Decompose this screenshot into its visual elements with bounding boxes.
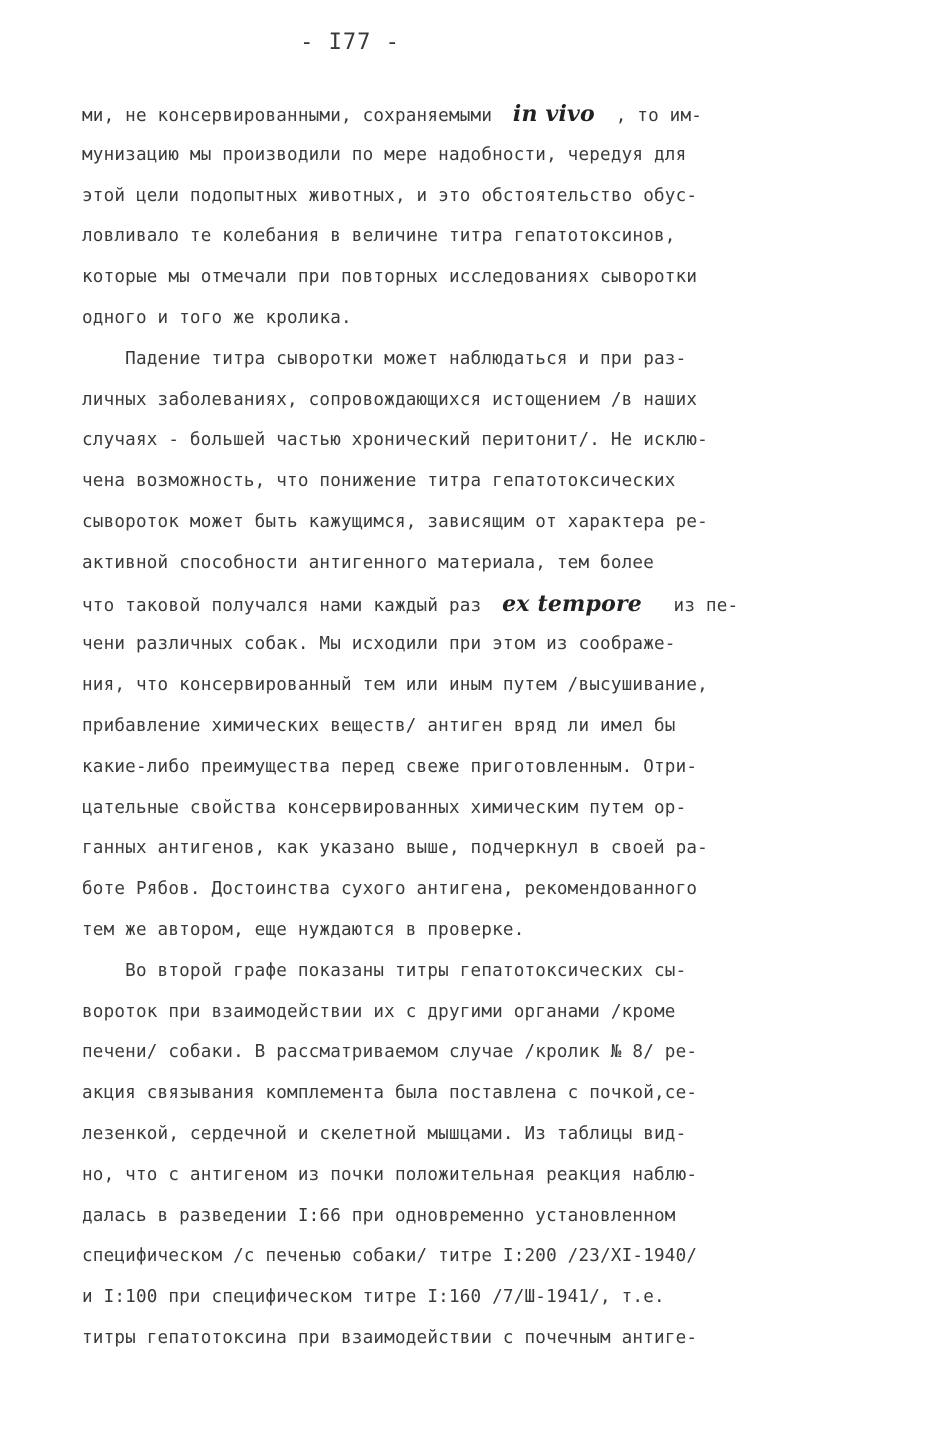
line-text: что таковой получался нами каждый раз [82,595,493,616]
text-line [82,135,882,176]
line-text: и I:100 при специфическом титре I:160 /7/Ш-1941/, т.е. [82,1287,665,1308]
line-text: тем же автором, еще нуждаются в проверке. [82,919,525,940]
line-text: ми, не консервированными, сохраняемыми [82,106,503,126]
line-text: ганных антигенов, как указано выше, подчеркнул в своей ра- [82,838,708,859]
line-text: титры гепатотоксина при взаимодействии с почечным антиге- [82,1327,698,1348]
text-line [82,828,882,869]
line-text: цательные свойства консервированных химическим путем ор- [82,797,687,818]
line-text: печени/ собаки. В рассматриваемом случае /кролик № 8/ ре- [82,1042,698,1063]
text-line [82,869,882,910]
line-text: одного и того же кролика. [82,307,352,328]
line-text: боте Рябов. Достоинства сухого антигена, рекомендованного [82,879,698,900]
line-text: которые мы отмечали при повторных исследованиях сыворотки [82,267,698,288]
text-line [82,624,882,665]
text-line [82,94,882,135]
text-line [82,339,882,380]
text-line [82,461,882,502]
line-text: ния, что консервированный тем или иным путем /высушивание, [82,675,708,696]
text-line [82,502,882,543]
body-text [82,94,882,1359]
text-line [82,1073,882,1114]
text-line [82,951,882,992]
text-line [82,1277,882,1318]
text-line [82,788,882,829]
line-text: чена возможность, что понижение титра гепатотоксических [82,471,676,492]
line-text: какие-либо преимущества перед свеже приготовленным. Отри- [82,756,698,777]
line-text: но, что с антигеном из почки положительная реакция наблю- [82,1164,698,1185]
text-line [82,1032,882,1073]
text-line [82,1155,882,1196]
text-line [82,420,882,461]
text-line [82,1236,882,1277]
line-text: далась в разведении I:66 при одновременно установленном [82,1205,676,1226]
handwritten-insert: ex tempore [502,590,642,617]
text-line [82,584,882,625]
line-text: лезенкой, сердечной и скелетной мышцами. Из таблицы вид- [82,1123,687,1144]
text-line [82,298,882,339]
line-text: активной способности антигенного материала, тем более [82,552,654,573]
line-text: чени различных собак. Мы исходили при этом из соображе- [82,634,676,655]
line-text: личных заболеваниях, сопровождающихся истощением /в наших [82,389,698,410]
text-line [82,992,882,1033]
line-text: случаях - большей частью хронический перитонит/. Не исклю- [82,430,708,451]
line-text: специфическом /с печенью собаки/ титре I:200 /23/XI-1940/ [82,1246,698,1267]
text-line [82,1196,882,1237]
line-text-after: из пе- [651,595,739,616]
page-number: - I77 - [300,30,400,55]
text-line [82,910,882,951]
text-line [82,380,882,421]
line-text: Падение титра сыворотки может наблюдаться и при раз- [82,348,687,369]
text-line [82,216,882,257]
line-text: акция связывания комплемента была поставлена с почкой,се- [82,1083,698,1104]
line-text: мунизацию мы производили по мере надобности, чередуя для [82,144,687,165]
line-text: Во второй графе показаны титры гепатотоксических сы- [82,960,687,981]
text-line [82,543,882,584]
text-line [82,257,882,298]
line-text: сывороток может быть кажущимся, зависящим от характера ре- [82,511,708,532]
line-text: прибавление химических веществ/ антиген вряд ли имел бы [82,715,676,736]
text-line [82,1318,882,1359]
line-text: вороток при взаимодействии их с другими органами /кроме [82,1001,676,1022]
handwritten-insert: in vivo [512,101,595,127]
text-line [82,706,882,747]
text-line [82,176,882,217]
line-text-after: , то им- [604,106,703,126]
text-line [82,665,882,706]
line-text: ловливало те колебания в величине титра гепатотоксинов, [82,226,676,247]
text-line [82,747,882,788]
text-line [82,1114,882,1155]
line-text: этой цели подопытных животных, и это обстоятельство обус- [82,185,698,206]
